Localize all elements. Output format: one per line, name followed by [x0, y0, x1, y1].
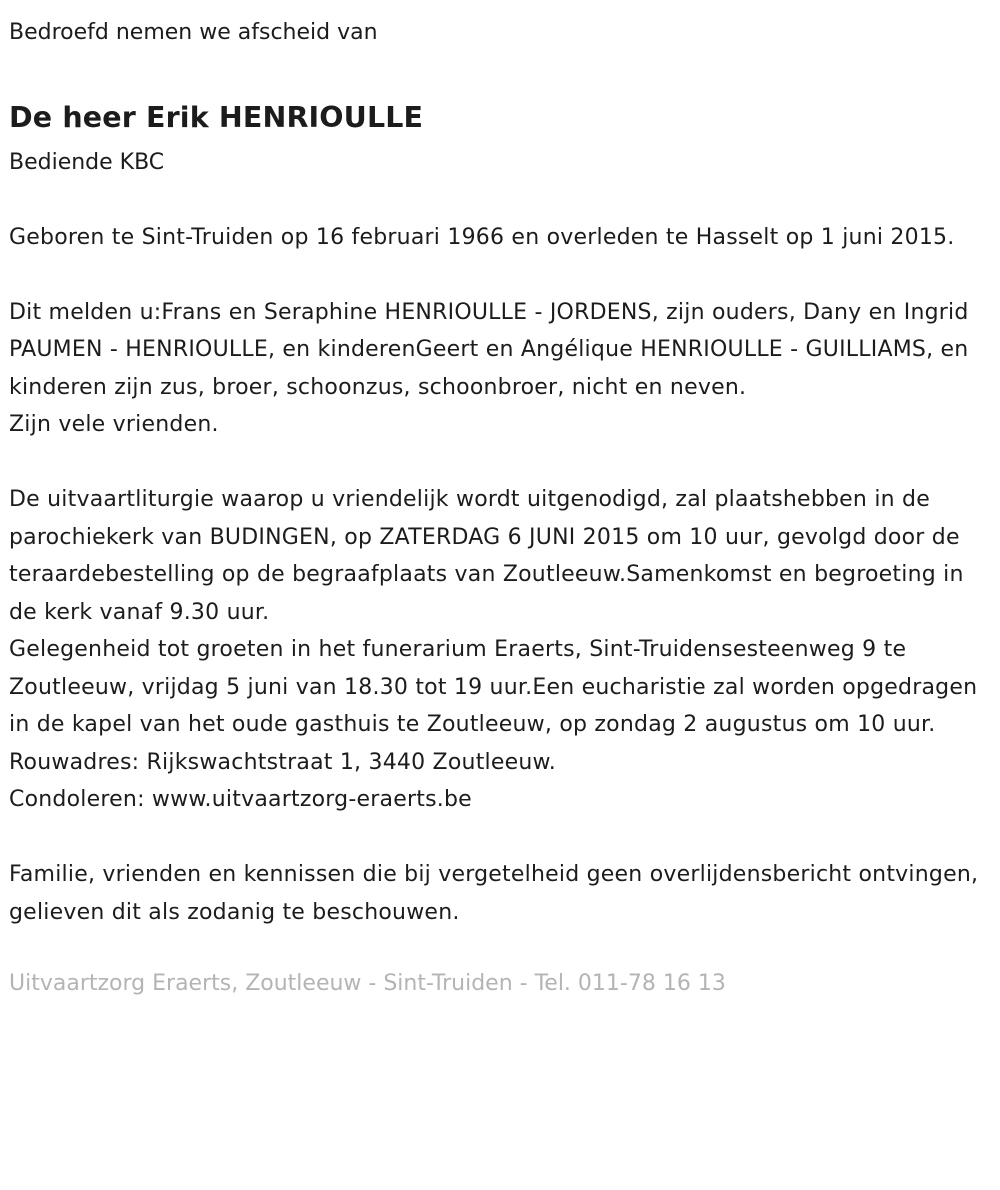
profession-line: Bediende KBC: [9, 149, 165, 175]
visitation-paragraph: Gelegenheid tot groeten in het funerarium Eraerts, Sint-Truidensesteenweg 9 te Zoutleeuw, vrijdag 5 juni van 18.30 tot 19 uur.Een eucharistie zal worden opgedragen in de kapel van het oude gasthuis te Zoutleeuw, op zondag 2 augustus om 10 uur.: [9, 637, 978, 737]
friends-line: Zijn vele vrienden.: [9, 412, 219, 437]
spacer-after-birth-death: [9, 256, 996, 294]
condolences-line: Condoleren: www.uitvaartzorg-eraerts.be: [9, 787, 472, 812]
funeral-home-footer: Uitvaartzorg Eraerts, Zoutleeuw - Sint-Truiden - Tel. 011-78 16 13: [9, 971, 726, 996]
spacer-after-profession: [9, 181, 996, 219]
intro-line: Bedroefd nemen we afscheid van: [9, 20, 378, 45]
spacer-before-footer: [9, 931, 996, 965]
page-title: De heer Erik HENRIOULLE: [9, 100, 424, 134]
mourning-address-line: Rouwadres: Rijkswachtstraat 1, 3440 Zoutleeuw.: [9, 749, 556, 775]
family-announcement-paragraph: Dit melden u:Frans en Seraphine HENRIOULLE - JORDENS, zijn ouders, Dany en Ingrid PAUMEN - HENRIOULLE, en kinderenGeert en Angélique HENRIOULLE - GUILLIAMS, en kinderen zijn zus, broer, schoonzus, schoonbroer, nicht en neven.: [9, 299, 969, 400]
closing-paragraph: Familie, vrienden en kennissen die bij vergetelheid geen overlijdensbericht ontvingen, gelieven dit als zodanig te beschouwen.: [9, 862, 979, 925]
liturgy-paragraph: De uitvaartliturgie waarop u vriendelijk wordt uitgenodigd, zal plaatshebben in de parochiekerk van BUDINGEN, op ZATERDAG 6 JUNI 2015 om 10 uur, gevolgd door de teraardebestelling op de begraafplaats van Zoutleeuw.Samenkomst en begroeting in de kerk vanaf 9.30 uur.: [9, 487, 964, 625]
spacer-after-announcement: [9, 444, 996, 482]
spacer-after-service: [9, 819, 996, 857]
birth-death-paragraph: Geboren te Sint-Truiden op 16 februari 1966 en overleden te Hasselt op 1 juni 2015.: [9, 224, 955, 250]
